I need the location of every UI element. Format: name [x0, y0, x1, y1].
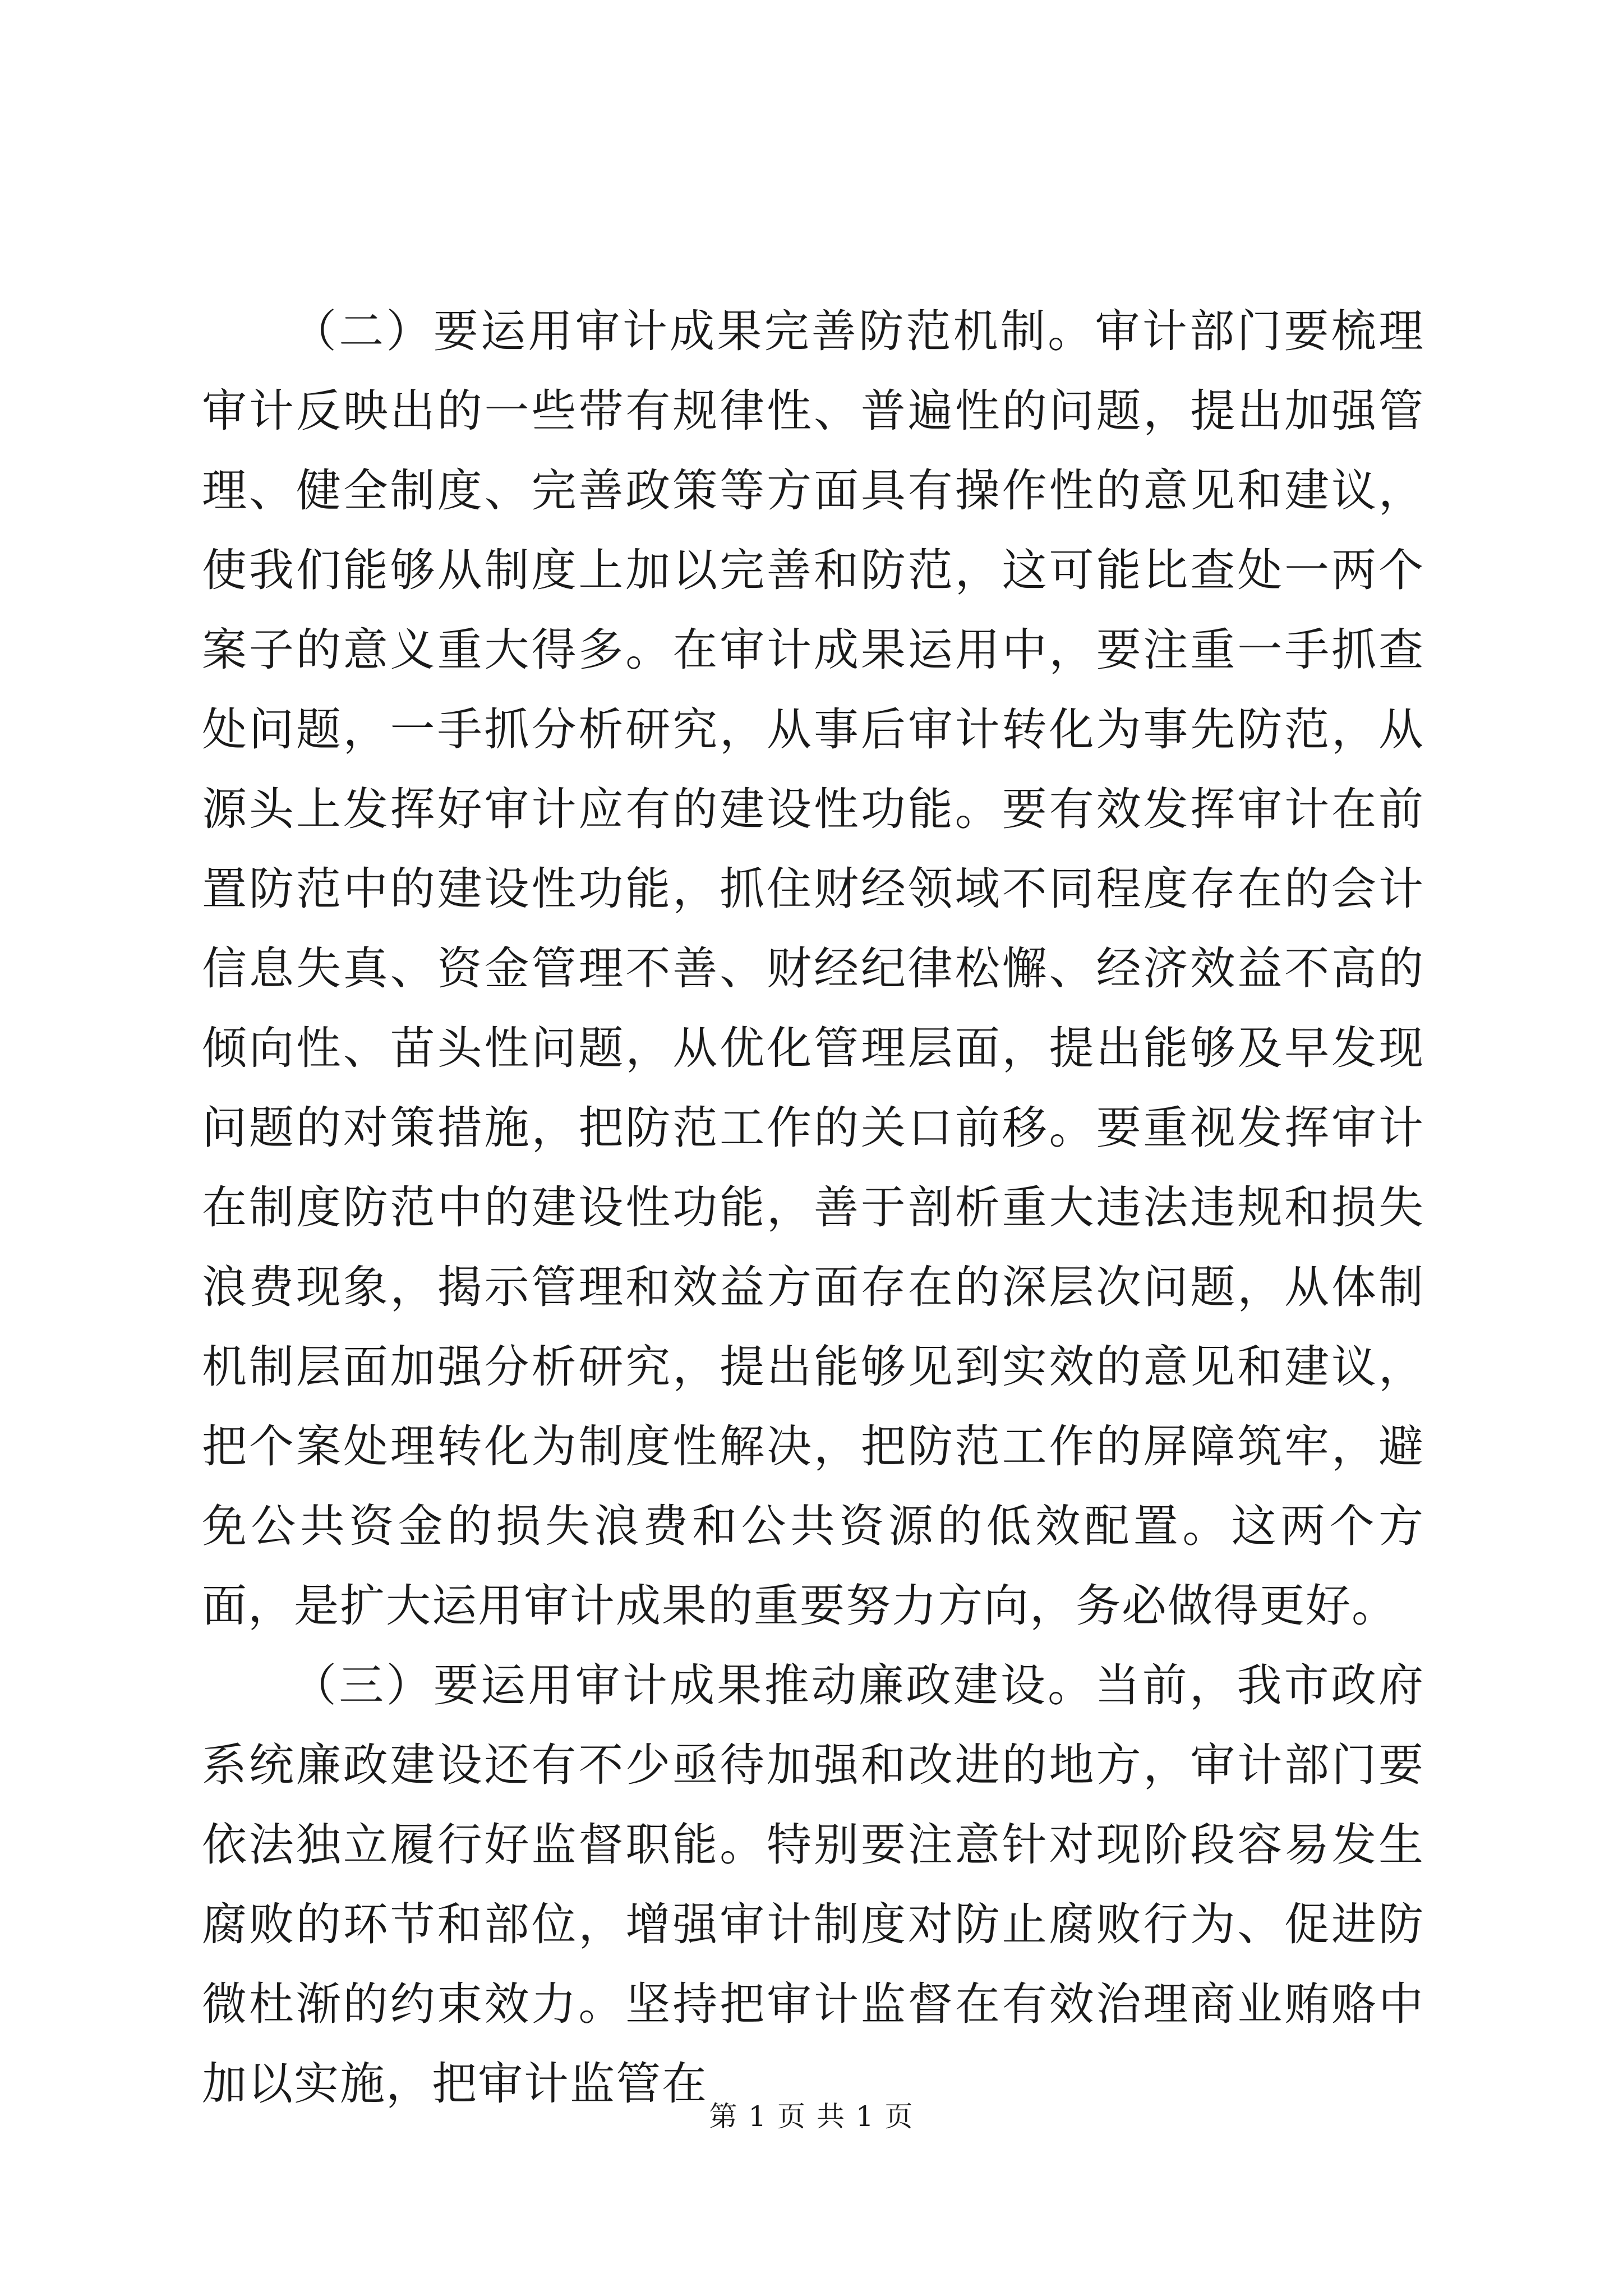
document-body — [202, 292, 1424, 2124]
paragraph-audit-prevention: （二）要运用审计成果完善防范机制。审计部门要梳理审计反映出的一些带有规律性、普遍性的问题，提出加强管理、健全制度、完善政策等方面具有操作性的意见和建议，使我们能够从制度上加以完善和防范，这可能比查处一两个案子的意义重大得多。在审计成果运用中，要注重一手抓查处问题，一手抓分析研究，从事后审计转化为事先防范，从源头上发挥好审计应有的建设性功能。要有效发挥审计在前置防范中的建设性功能，抓住财经领域不同程度存在的会计信息失真、资金管理不善、财经纪律松懈、经济效益不高的倾向性、苗头性问题，从优化管理层面，提出能够及早发现问题的对策措施，把防范工作的关口前移。要重视发挥审计在制度防范中的建设性功能，善于剖析重大违法违规和损失浪费现象，揭示管理和效益方面存在的深层次问题，从体制机制层面加强分析研究，提出能够见到实效的意见和建议，把个案处理转化为制度性解决，把防范工作的屏障筑牢，避免公共资金的损失浪费和公共资源的低效配置。这两个方面，是扩大运用审计成果的重要努力方向，务必做得更好。 — [202, 305, 1424, 1632]
page-footer: 第 1 页 共 1 页 — [709, 2100, 914, 2133]
paragraph-audit-integrity: （三）要运用审计成果推动廉政建设。当前，我市政府系统廉政建设还有不少亟待加强和改进的地方，审计部门要依法独立履行好监督职能。特别要注意针对现阶段容易发生腐败的环节和部位，增强审计制度对防止腐败行为、促进防微杜渐的约束效力。坚持把审计监督在有效治理商业贿赂中加以实施，把审计监管在 — [202, 1659, 1424, 2110]
